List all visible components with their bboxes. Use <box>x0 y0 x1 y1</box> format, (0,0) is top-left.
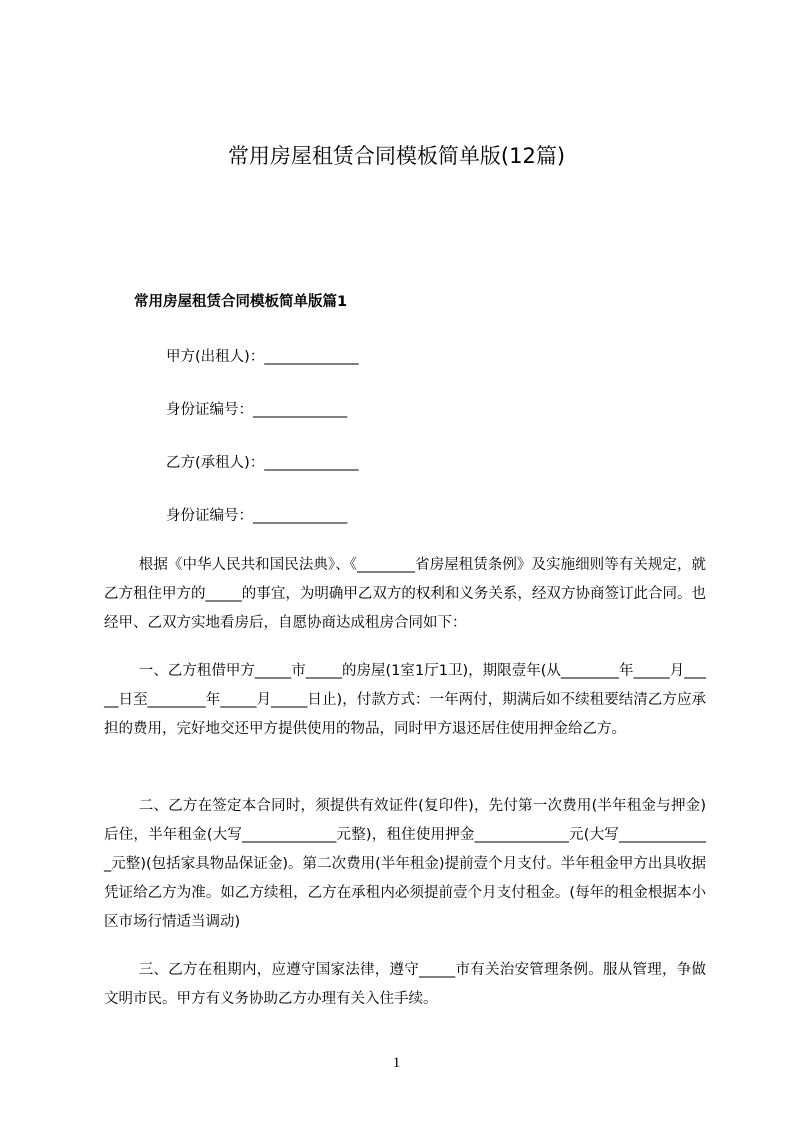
clause-one-paragraph: 一、乙方租借甲方_____市_____的房屋(1室1厅1卫)，期限壹年(从________年_____月_____日至________年_____月_____日止)，付款方式：一年两付，期满后如不续租要结清乙方应承担的费用，完好地交还甲方提供使用的物品，同时甲方退还居住使用押金给乙方。 <box>104 663 706 737</box>
clause-three-paragraph: 三、乙方在租期内，应遵守国家法律，遵守_____市有关治安管理条例。服从管理，争做文明市民。甲方有义务协助乙方办理有关入住手续。 <box>104 962 706 1007</box>
landlord-field: 甲方(出租人)：_____________ <box>166 349 359 365</box>
document-title: 常用房屋租赁合同模板简单版(12篇) <box>227 144 566 168</box>
tenant-id-field: 身份证编号：_____________ <box>166 508 348 524</box>
intro-paragraph: 根据《中华人民共和国民法典》、《________省房屋租赁条例》及实施细则等有关规定，就乙方租住甲方的_____的事宜，为明确甲乙双方的权利和义务关系，经双方协商签订此合同。也经甲、乙双方实地看房后，自愿协商达成租房合同如下： <box>104 557 706 631</box>
clause-two-paragraph: 二、乙方在签定本合同时，须提供有效证件(复印件)，先付第一次费用(半年租金与押金)后住，半年租金(大写_____________元整)，租住使用押金_____________元(大写_____________元整)(包括家具物品保证金)。第二次费用(半年租金)提前壹个月支付。半年租金甲方出具收据凭证给乙方为准。如乙方续租，乙方在承租内必须提前壹个月支付租金。(每年的租金根据本小区市场行情适当调动) <box>104 798 706 930</box>
page-number: 1 <box>392 1055 401 1071</box>
landlord-id-field: 身份证编号：_____________ <box>166 402 348 418</box>
section-heading: 常用房屋租赁合同模板简单版篇1 <box>134 294 348 310</box>
tenant-field: 乙方(承租人)：_____________ <box>166 455 359 471</box>
